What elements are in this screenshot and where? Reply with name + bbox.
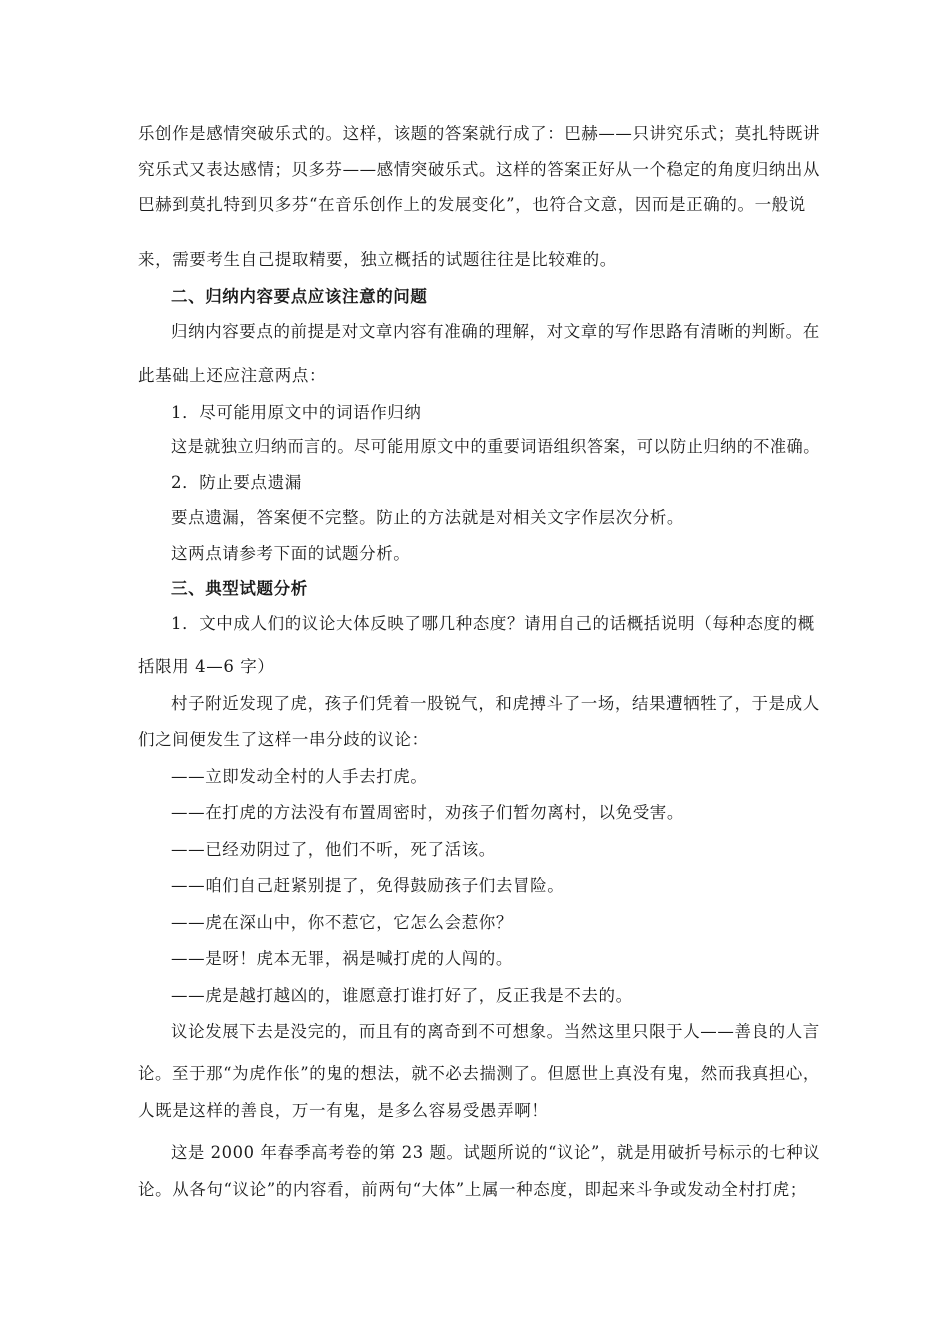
body-text-line: 这两点请参考下面的试题分析。 xyxy=(171,544,411,563)
passage-line: 议论发展下去是没完的，而且有的离奇到不可想象。当然这里只限于人——善良的人言 xyxy=(171,1022,820,1041)
dash-quote-line: ——立即发动全村的人手去打虎。 xyxy=(171,767,428,786)
passage-line: 们之间便发生了这样一串分歧的议论： xyxy=(138,730,429,749)
body-text-line: 来，需要考生自己提取精要，独立概括的试题往往是比较难的。 xyxy=(138,250,617,269)
dash-quote-line: ——在打虎的方法没有布置周密时，劝孩子们暂勿离村，以免受害。 xyxy=(171,803,684,822)
body-text-line: 巴赫到莫扎特到贝多芬“在音乐创作上的发展变化”，也符合文意，因而是正确的。一般说 xyxy=(138,195,806,214)
body-text-line: 此基础上还应注意两点： xyxy=(138,366,327,385)
passage-line: 论。至于那“为虎作伥”的鬼的想法，就不必去揣测了。但愿世上真没有鬼，然而我真担心， xyxy=(138,1064,820,1083)
question-line: 1．文中成人们的议论大体反映了哪几种态度？请用自己的话概括说明（每种态度的概 xyxy=(171,614,815,633)
body-text-line: 归纳内容要点的前提是对文章内容有准确的理解，对文章的写作思路有清晰的判断。在 xyxy=(171,322,820,341)
numbered-point: 1．尽可能用原文中的词语作归纳 xyxy=(171,403,422,422)
body-text-line: 要点遗漏，答案便不完整。防止的方法就是对相关文字作层次分析。 xyxy=(171,508,684,527)
body-text-line: 究乐式又表达感情；贝多芬——感情突破乐式。这样的答案正好从一个稳定的角度归纳出从 xyxy=(138,160,821,179)
dash-quote-line: ——已经劝阴过了，他们不听，死了活该。 xyxy=(171,840,496,859)
numbered-point: 2．防止要点遗漏 xyxy=(171,473,302,492)
dash-quote-line: ——虎在深山中，你不惹它，它怎么会惹你？ xyxy=(171,913,513,932)
body-text-line: 乐创作是感情突破乐式的。这样，该题的答案就行成了：巴赫——只讲究乐式；莫扎特既讲 xyxy=(138,124,821,143)
section-heading: 三、典型试题分析 xyxy=(171,579,308,598)
dash-quote-line: ——咱们自己赶紧别提了，免得鼓励孩子们去冒险。 xyxy=(171,876,565,895)
analysis-line: 这是 2000 年春季高考卷的第 23 题。试题所说的“议论”，就是用破折号标示的七种议 xyxy=(171,1143,821,1162)
passage-line: 人既是这样的善良，万一有鬼，是多么容易受愚弄啊！ xyxy=(138,1101,549,1120)
analysis-line: 论。从各句“议论”的内容看，前两句“大体”上属一种态度，即起来斗争或发动全村打虎； xyxy=(138,1180,807,1199)
dash-quote-line: ——虎是越打越凶的，谁愿意打谁打好了，反正我是不去的。 xyxy=(171,986,633,1005)
question-line: 括限用 4—6 字） xyxy=(138,657,275,676)
dash-quote-line: ——是呀！虎本无罪，祸是喊打虎的人闯的。 xyxy=(171,949,513,968)
section-heading: 二、归纳内容要点应该注意的问题 xyxy=(171,287,428,306)
passage-line: 村子附近发现了虎，孩子们凭着一股锐气，和虎搏斗了一场，结果遭牺牲了，于是成人 xyxy=(171,694,820,713)
body-text-line: 这是就独立归纳而言的。尽可能用原文中的重要词语组织答案，可以防止归纳的不准确。 xyxy=(171,437,820,456)
